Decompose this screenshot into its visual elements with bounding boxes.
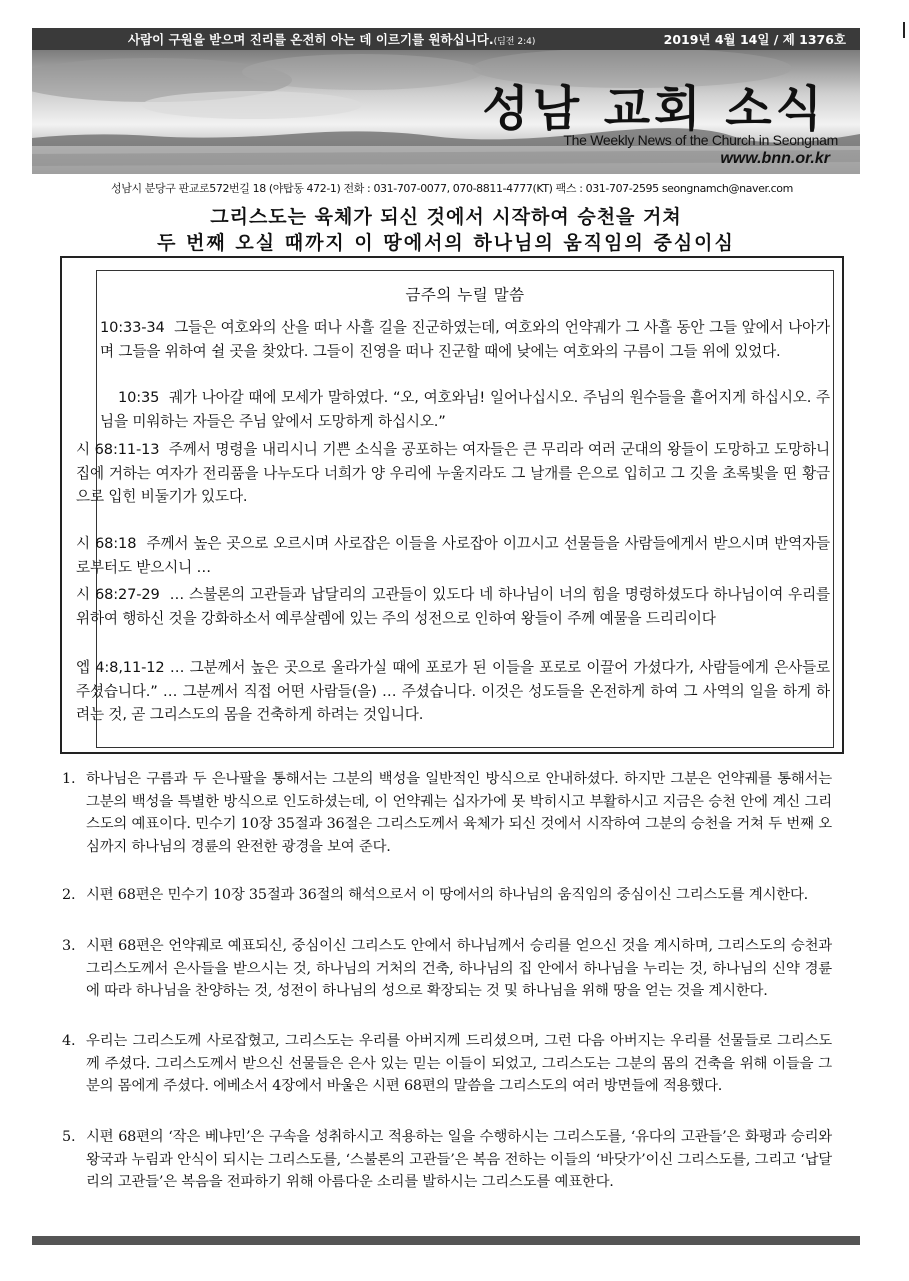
headline-line-1: 그리스도는 육체가 되신 것에서 시작하여 승천을 거쳐 [210, 206, 682, 228]
outline-number: 3. [62, 938, 76, 954]
outline-number: 4. [62, 1033, 76, 1049]
verse-item [76, 532, 830, 579]
masthead-top-bar [32, 28, 860, 50]
verse-text: 그들은 여호와의 산을 떠나 사흘 길을 진군하였는데, 여호와의 언약궤가 그 사흘 동안 그들 앞에서 나아가며 그들을 위하여 쉴 곳을 찾았다. 그들이 진영을 떠나 진군할 때에 낮에는 여호와의 구름이 그들 위에 있었다. [100, 319, 831, 360]
masthead-motto [128, 30, 535, 48]
verse-item [76, 656, 830, 727]
outline-text: 시편 68편의 ‘작은 베냐민’은 구속을 성취하시고 적용하는 일을 수행하시는 그리스도를, ‘유다의 고관들’은 화평과 승리와 왕국과 누림과 안식이 되시는 그리스도를, ‘스불론의 고관들’은 복음 전하는 이들의 ‘바닷가’이신 그리스도를, 그리고 ‘납달리의 고관들’은 복음을 전파하기 위해 아름다운 소리를 발하시는 그리스도를 예표한다. [86, 1129, 832, 1190]
newsletter-subtitle: The Weekly News of the Church in Seongnam [563, 132, 838, 148]
verse-text: 주께서 명령을 내리시니 기쁜 소식을 공포하는 여자들은 큰 무리라 여러 군대의 왕들이 도망하고 도망하니 집에 거하는 여자가 전리품을 나누도다 너희가 양 우리에 누울지라도 그 날개를 은으로 입히고 그 깃을 초록빛을 띤 황금으로 입힌 비둘기가 있도다. [76, 441, 831, 505]
verse-ref: 시 68:11-13 [76, 441, 169, 458]
outline-number: 2. [62, 887, 76, 903]
verse-section-title: 금주의 누릴 말씀 [405, 286, 525, 304]
verse-ref: 엡 4:8,11-12 [76, 659, 170, 676]
newsletter-title: 성남 교회 소식 [482, 81, 826, 137]
footer-bar [32, 1236, 860, 1245]
motto-source: (딤전 2:4) [493, 37, 536, 47]
verse-item [100, 316, 830, 363]
outline-point-2 [62, 884, 832, 907]
outline-text: 우리는 그리스도께 사로잡혔고, 그리스도는 우리를 아버지께 드리셨으며, 그런 다음 아버지는 우리를 선물들로 그리스도께 주셨다. 그리스도께서 받으신 선물들은 은사 있는 믿는 이들이 되었고, 그리스도는 그분의 몸의 건축을 위해 이들을 그분의 몸에게 주셨다. 에베소서 4장에서 바울은 시편 68편의 말씀을 그리스도의 여러 방면들에 적용했다. [86, 1033, 832, 1094]
verse-item [76, 583, 830, 630]
verse-item [100, 386, 830, 433]
headline-line-2: 두 번째 오실 때까지 이 땅에서의 하나님의 움직임의 중심이심 [157, 232, 735, 254]
outline-number: 1. [62, 771, 76, 787]
verse-ref: 10:35 [118, 389, 169, 406]
masthead-banner [32, 50, 860, 174]
verse-ref: 시 68:27-29 [76, 586, 170, 603]
page-edge-mark [903, 22, 905, 38]
church-address: 성남시 분당구 판교로572번길 18 (야탑동 472-1) 전화 : 031-707-0077, 070-8811-4777(KT) 팩스 : 031-707-2595 seongnamch@naver.com [111, 182, 793, 195]
outline-point-5 [62, 1126, 832, 1194]
verse-ref: 시 68:18 [76, 535, 147, 552]
verse-item [76, 438, 830, 509]
motto-text: 사람이 구원을 받으며 진리를 온전히 아는 데 이르기를 원하십니다. [128, 32, 494, 47]
outline-point-4 [62, 1030, 832, 1098]
outline-text: 하나님은 구름과 두 은나팔을 통해서는 그분의 백성을 일반적인 방식으로 안내하셨다. 하지만 그분은 언약궤를 통해서는 그분의 백성을 특별한 방식으로 인도하셨는데, 이 언약궤는 십자가에 못 박히시고 부활하시고 지금은 승천 안에 계신 그리스도의 예표이다. 민수기 10장 35절과 36절은 그리스도께서 육체가 되신 것에서 시작하여 그분의 승천을 거쳐 두 번째 오심까지 하나님의 경륜의 완전한 광경을 보여 준다. [86, 771, 832, 855]
outline-point-1 [62, 768, 832, 858]
verse-text: 주께서 높은 곳으로 오르시며 사로잡은 이들을 사로잡아 이끄시고 선물들을 사람들에게서 받으시며 반역자들로부터도 받으시니 … [76, 535, 830, 576]
website-url: www.bnn.or.kr [720, 150, 830, 167]
issue-date: 2019년 4월 14일 / 제 1376호 [663, 32, 846, 47]
outline-point-3 [62, 935, 832, 1003]
verse-text: … 스불론의 고관들과 납달리의 고관들이 있도다 네 하나님이 너의 힘을 명령하셨도다 하나님이여 우리를 위하여 행하신 것을 강화하소서 예루살렘에 있는 주의 성전으로 인하여 왕들이 주께 예물을 드리리이다 [76, 586, 830, 627]
outline-text: 시편 68편은 언약궤로 예표되신, 중심이신 그리스도 안에서 하나님께서 승리를 얻으신 것을 계시하며, 그리스도의 승천과 그리스도께서 은사들을 받으시는 것, 하나님의 거처의 건축, 하나님의 집 안에서 하나님을 누리는 것, 하나님의 신약 경륜에 따라 하나님을 찬양하는 것, 성전이 하나님의 성으로 확장되는 것 및 하나님을 위해 땅을 얻는 것을 계시한다. [86, 938, 832, 999]
outline-number: 5. [62, 1129, 76, 1145]
verse-ref: 10:33-34 [100, 319, 175, 336]
verse-text: 궤가 나아갈 때에 모세가 말하였다. “오, 여호와님! 일어나십시오. 주님의 원수들을 흩어지게 하십시오. 주님을 미워하는 자들은 주님 앞에서 도망하게 하십시오.” [100, 389, 830, 430]
verse-text: … 그분께서 높은 곳으로 올라가실 때에 포로가 된 이들을 포로로 이끌어 가셨다가, 사람들에게 은사들로 주셨습니다.” … 그분께서 직접 어떤 사람들(을) … 주셨습니다. 이것은 성도들을 온전하게 하여 그 사역의 일을 하게 하려는 것, 곧 그리스도의 몸을 건축하게 하려는 것입니다. [76, 659, 830, 723]
outline-text: 시편 68편은 민수기 10장 35절과 36절의 해석으로서 이 땅에서의 하나님의 움직임의 중심이신 그리스도를 계시한다. [86, 887, 809, 903]
